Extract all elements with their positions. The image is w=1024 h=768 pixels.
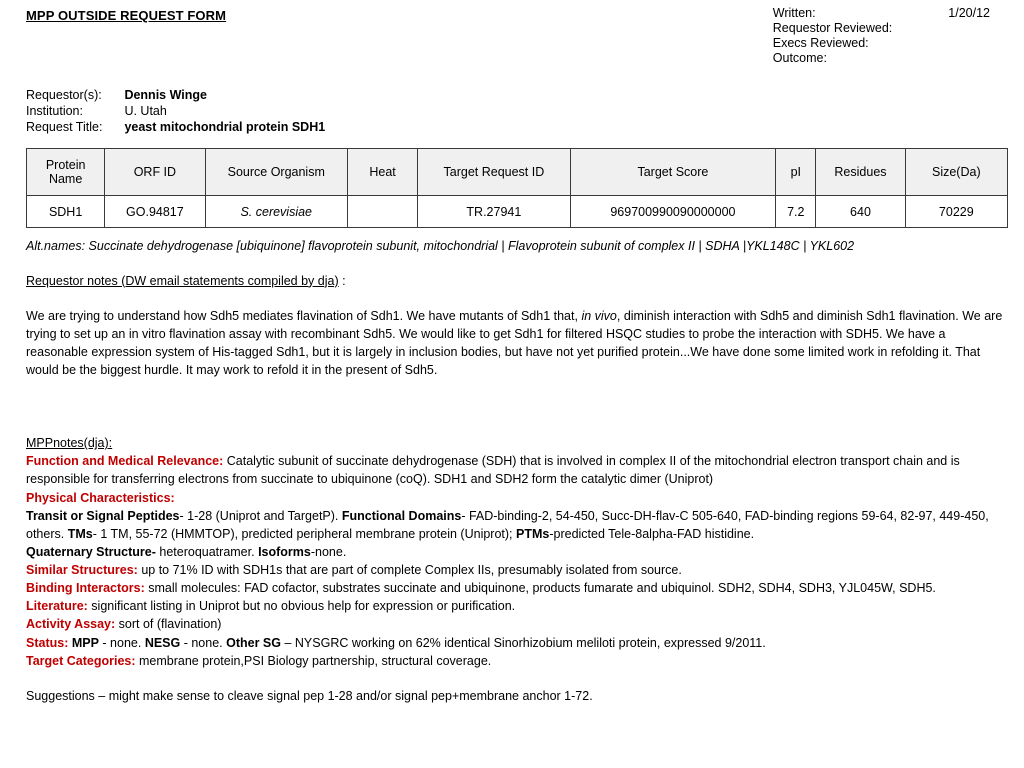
mpp-status-paragraph bbox=[26, 634, 1008, 652]
mpp-function-text: Catalytic subunit of succinate dehydrogenase (SDH) that is involved in complex II of the mitochondrial electron transport chain and is responsible for transferring electrons from succinate to ubiquinone (coQ). SDH1 and SDH2 form the catalytic dimer (Uniprot) bbox=[26, 454, 960, 487]
mpp-quaternary-text: heteroquatramer. bbox=[155, 544, 259, 559]
column-header-size-da: Size(Da) bbox=[905, 149, 1007, 196]
mpp-similar-text: up to 71% ID with SDH1s that are part of complete Complex IIs, presumably isolated from source. bbox=[137, 563, 682, 577]
mpp-tms-label: TMs bbox=[67, 526, 93, 541]
mpp-status-other-sg-text: – NYSGRC working on 62% identical Sinorhizobium meliloti protein, expressed 9/2011. bbox=[281, 635, 766, 650]
cell-target-score: 969700990090000000 bbox=[570, 196, 776, 228]
requestor-notes-body bbox=[26, 307, 1008, 380]
page-title: MPP OUTSIDE REQUEST FORM bbox=[26, 8, 227, 23]
mpp-binding-text: small molecules: FAD cofactor, substrates succinate and ubiquinone, products fumarate and ubiquinol. SDH2, SDH4, SDH3, YJL045W, SDH5. bbox=[144, 581, 936, 596]
meta-row-outcome bbox=[773, 51, 990, 66]
mpp-physical-details-paragraph bbox=[26, 507, 1008, 543]
mpp-tms-text: - 1 TM, 55-72 (HMMTOP), predicted peripheral membrane protein (Uniprot); bbox=[92, 526, 516, 541]
requestor-row-requestors bbox=[26, 88, 325, 104]
cell-residues: 640 bbox=[816, 196, 905, 228]
mpp-categories-paragraph bbox=[26, 652, 1008, 670]
mpp-categories-text: membrane protein,PSI Biology partnership, structural coverage. bbox=[135, 653, 492, 668]
mpp-function-paragraph bbox=[26, 452, 1008, 488]
requestor-notes-heading-text: Requestor notes (DW email statements compiled by dja) bbox=[26, 273, 339, 288]
meta-label-requestor-reviewed: Requestor Reviewed: bbox=[772, 21, 893, 35]
requestor-notes-part1: We are trying to understand how Sdh5 mediates flavination of Sdh1. We have mutants of Sdh1 that, bbox=[26, 308, 582, 323]
meta-value-written: 1/20/12 bbox=[948, 6, 990, 20]
requestor-notes-heading-colon: : bbox=[338, 273, 346, 288]
requestor-value-requestors: Dennis Winge bbox=[124, 88, 207, 102]
requestor-notes-heading bbox=[26, 274, 1008, 288]
mpp-status-other-sg-label: Other SG bbox=[226, 635, 281, 650]
mpp-binding-paragraph bbox=[26, 579, 1008, 597]
meta-row-written bbox=[773, 6, 990, 21]
meta-value-execs-reviewed bbox=[948, 36, 990, 51]
column-header-protein-name-line2: Name bbox=[48, 172, 83, 186]
mpp-status-mpp-text: - none. bbox=[98, 635, 145, 650]
requestor-table bbox=[26, 88, 325, 136]
column-header-source-organism: Source Organism bbox=[205, 149, 347, 196]
requestor-row-request-title bbox=[26, 120, 325, 136]
mpp-literature-text: significant listing in Uniprot but no obvious help for expression or purification. bbox=[87, 599, 516, 614]
mpp-literature-label: Literature: bbox=[26, 599, 88, 614]
form-header bbox=[26, 6, 1008, 66]
meta-value-requestor-reviewed bbox=[948, 21, 990, 36]
meta-value-outcome bbox=[948, 51, 990, 66]
column-header-orf-id: ORF ID bbox=[105, 149, 205, 196]
mpp-physical-label-row bbox=[26, 489, 1008, 507]
column-header-target-request-id: Target Request ID bbox=[418, 149, 570, 196]
meta-label-written: Written: bbox=[772, 6, 816, 20]
mpp-physical-label: Physical Characteristics: bbox=[26, 490, 175, 505]
requestor-value-request-title: yeast mitochondrial protein SDH1 bbox=[124, 120, 326, 134]
cell-pi: 7.2 bbox=[776, 196, 816, 228]
mpp-isoforms-label: Isoforms bbox=[258, 544, 311, 559]
column-header-heat: Heat bbox=[347, 149, 417, 196]
table-row bbox=[27, 196, 1008, 228]
mpp-suggestions-paragraph: Suggestions – might make sense to cleave signal pep 1-28 and/or signal pep+membrane anchor 1-72. bbox=[26, 688, 593, 703]
cell-protein-name: SDH1 bbox=[27, 196, 105, 228]
requestor-info-block bbox=[26, 88, 1008, 136]
mpp-quaternary-paragraph bbox=[26, 543, 1008, 561]
mpp-status-nesg-label: NESG bbox=[144, 635, 181, 650]
column-header-protein-name-line1: Protein bbox=[45, 157, 86, 172]
requestor-row-institution bbox=[26, 104, 325, 120]
mpp-isoforms-text: -none. bbox=[310, 544, 347, 559]
mpp-quaternary-label: Quaternary Structure- bbox=[26, 544, 156, 559]
mpp-activity-text: sort of (flavination) bbox=[115, 617, 222, 632]
cell-target-request-id: TR.27941 bbox=[418, 196, 570, 228]
mpp-status-nesg-text: - none. bbox=[180, 635, 227, 650]
mpp-spacer bbox=[26, 670, 1008, 687]
meta-row-execs-reviewed bbox=[773, 36, 990, 51]
mpp-status-label: Status: bbox=[26, 635, 69, 650]
mpp-literature-paragraph bbox=[26, 597, 1008, 615]
requestor-notes-part2: , diminish interaction with Sdh5 and diminish Sdh1 flavination. We are trying to set up an in vitro flavination assay with recombinant Sdh5. We would like to get Sdh1 for filtered HSQC studies to probe the interaction with SDH5. We have a reasonable expression system of His-tagged Sdh1, but it is largely in inclusion bodies, but have not yet purified protein...We have done some limited work in refolding it. That would be the biggest hurdle. It may work to refold it in the present of Sdh5. bbox=[26, 308, 1003, 377]
mpp-activity-label: Activity Assay: bbox=[26, 617, 116, 632]
cell-orf-id: GO.94817 bbox=[105, 196, 205, 228]
mpp-categories-label: Target Categories: bbox=[26, 653, 136, 668]
requestor-label-request-title: Request Title: bbox=[26, 120, 103, 134]
mpp-ptms-text: -predicted Tele-8alpha-FAD histidine. bbox=[549, 526, 755, 541]
cell-heat bbox=[347, 196, 417, 228]
meta-row-requestor-reviewed bbox=[773, 21, 990, 36]
target-data-table bbox=[26, 148, 1008, 228]
mpp-transit-text: - 1-28 (Uniprot and TargetP). bbox=[179, 508, 342, 523]
table-header-row bbox=[27, 149, 1008, 196]
column-header-pi: pI bbox=[776, 149, 816, 196]
mpp-function-label: Function and Medical Relevance: bbox=[26, 454, 224, 469]
mpp-functional-domains-text: - FAD-binding-2, 54-450, Succ-DH-flav-C 505-640, FAD-binding regions 59-64, 82-97, 449-450, others. bbox=[26, 508, 989, 541]
cell-size-da: 70229 bbox=[905, 196, 1007, 228]
mpp-activity-paragraph bbox=[26, 615, 1008, 633]
mpp-notes-title: MPPnotes(dja): bbox=[26, 436, 113, 451]
requestor-notes-italic-invivo: in vivo bbox=[581, 308, 617, 323]
mpp-status-mpp-label: MPP bbox=[68, 635, 99, 650]
requestor-label-requestors: Requestor(s): bbox=[26, 88, 102, 102]
alt-names-line: Alt.names: Succinate dehydrogenase [ubiquinone] flavoprotein subunit, mitochondrial | Flavoprotein subunit of complex II | SDHA |YKL148C | YKL602 bbox=[26, 239, 855, 253]
meta-label-outcome: Outcome: bbox=[772, 51, 827, 65]
column-header-residues: Residues bbox=[816, 149, 905, 196]
mpp-ptms-label: PTMs bbox=[516, 526, 550, 541]
column-header-target-score: Target Score bbox=[570, 149, 776, 196]
mpp-transit-label: Transit or Signal Peptides bbox=[26, 508, 180, 523]
requestor-value-institution: U. Utah bbox=[124, 104, 167, 118]
mpp-similar-label: Similar Structures: bbox=[26, 563, 138, 577]
mpp-similar-paragraph bbox=[26, 561, 1008, 579]
column-header-protein-name bbox=[27, 149, 105, 196]
mpp-functional-domains-label: Functional Domains bbox=[341, 508, 462, 523]
mpp-notes-section bbox=[26, 434, 1008, 705]
header-meta-table bbox=[773, 6, 990, 66]
requestor-label-institution: Institution: bbox=[26, 104, 83, 118]
mpp-notes-title-row bbox=[26, 434, 1008, 452]
meta-label-execs-reviewed: Execs Reviewed: bbox=[772, 36, 869, 50]
mpp-binding-label: Binding Interactors: bbox=[26, 581, 145, 596]
cell-source-organism: S. cerevisiae bbox=[205, 196, 347, 228]
